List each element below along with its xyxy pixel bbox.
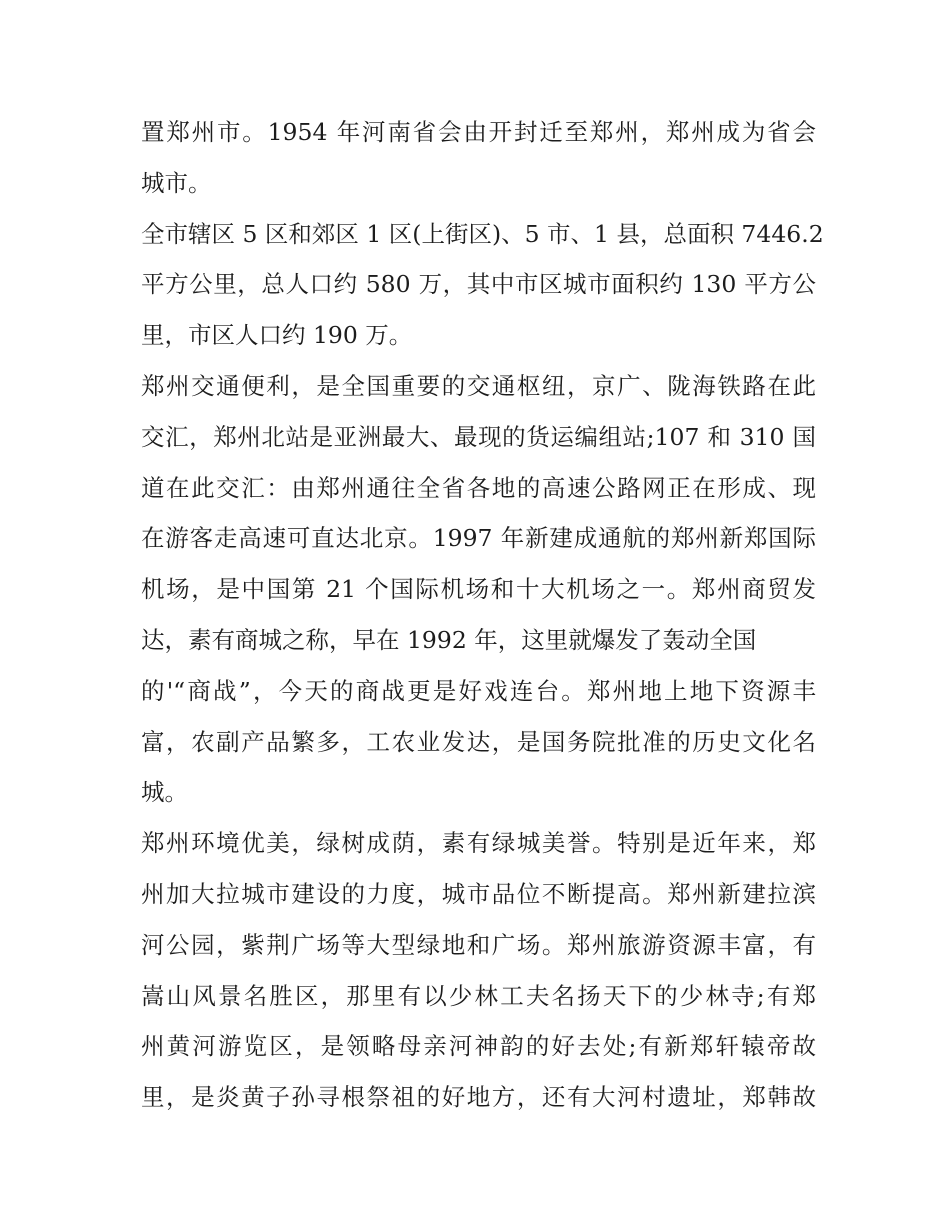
text-line: 州黄河游览区，是领略母亲河神韵的好去处;有新郑轩辕帝故 — [141, 1032, 816, 1061]
text-line: 城市。 — [141, 168, 212, 197]
text-line: 道在此交汇：由郑州通往全省各地的高速公路网正在形成、现 — [141, 473, 816, 502]
text-line: 机场，是中国第 21 个国际机场和十大机场之一。郑州商贸发 — [141, 575, 816, 604]
text-line: 在游客走高速可直达北京。1997 年新建成通航的郑州新郑国际 — [141, 524, 816, 553]
text-line: 嵩山风景名胜区，那里有以少林工夫名扬天下的少林寺;有郑 — [141, 981, 816, 1010]
text-line: 置郑州市。1954 年河南省会由开封迁至郑州，郑州成为省会 — [141, 118, 816, 146]
text-line: 河公园，紫荆广场等大型绿地和广场。郑州旅游资源丰富，有 — [141, 930, 816, 959]
paragraph — [141, 209, 824, 361]
text-line: 里，市区人口约 190 万。 — [141, 321, 413, 350]
text-line: 交汇，郑州北站是亚洲最大、最现的货运编组站;107 和 310 国 — [141, 422, 816, 451]
text-line: 全市辖区 5 区和郊区 1 区(上街区)、5 市、1 县，总面积 7446.2 — [141, 219, 824, 248]
text-line: 的'“商战”，今天的商战更是好戏连台。郑州地上地下资源丰 — [141, 676, 816, 705]
text-line: 郑州交通便利，是全国重要的交通枢纽，京广、陇海铁路在此 — [141, 371, 816, 400]
paragraph — [141, 361, 816, 818]
text-line: 州加大拉城市建设的力度，城市品位不断提高。郑州新建拉滨 — [141, 879, 816, 908]
text-line: 城。 — [141, 778, 188, 807]
text-line: 平方公里，总人口约 580 万，其中市区城市面积约 130 平方公 — [141, 270, 816, 299]
paragraph — [141, 107, 816, 209]
text-line: 里，是炎黄子孙寻根祭祖的好地方，还有大河村遗址，郑韩故 — [141, 1083, 816, 1112]
paragraph — [141, 818, 816, 1123]
document-body — [141, 107, 824, 1123]
text-line: 富，农副产品繁多，工农业发达，是国务院批准的历史文化名 — [141, 727, 816, 756]
text-line: 郑州环境优美，绿树成荫，素有绿城美誉。特别是近年来，郑 — [141, 829, 816, 858]
text-line: 达，素有商城之称，早在 1992 年，这里就爆发了轰动全国 — [141, 625, 757, 654]
